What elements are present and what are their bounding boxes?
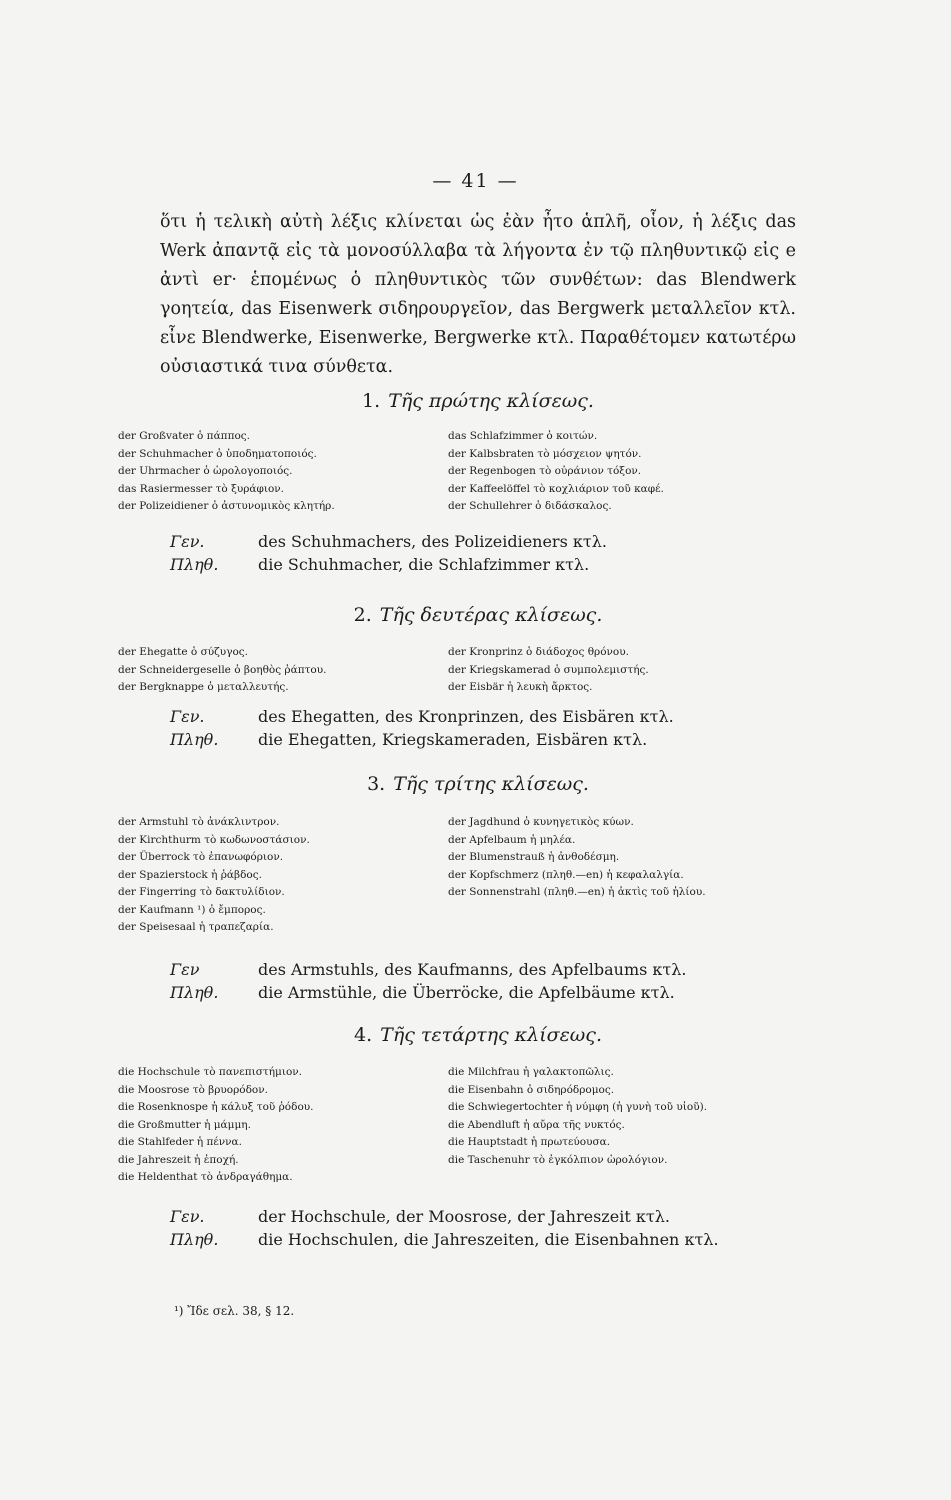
vocab-entry: der Ehegatte ὁ σύζυγος. bbox=[118, 646, 249, 658]
vocab-entry: das Rasiermesser τὸ ξυράφιον. bbox=[118, 482, 285, 495]
vocab-entry: der Uhrmacher ὁ ὡρολογοποιός. bbox=[118, 465, 293, 477]
plural-forms: die Schuhmacher, die Schlafzimmer κτλ. bbox=[258, 555, 590, 574]
vocab-entry: die Hochschule τὸ πανεπιστήμιον. bbox=[118, 1066, 303, 1078]
vocab-entry: die Eisenbahn ὁ σιδηρόδρομος. bbox=[448, 1083, 615, 1096]
vocab-entry: der Kaffeelöffel τὸ κοχλιάριον τοῦ καφέ. bbox=[448, 482, 664, 495]
plural-row bbox=[170, 553, 790, 576]
plural-forms: die Ehegatten, Kriegskameraden, Eisbären κτλ. bbox=[258, 730, 648, 749]
genitive-forms: des Schuhmachers, des Polizeidieners κτλ. bbox=[258, 532, 607, 551]
vocab-right-column bbox=[448, 1064, 778, 1187]
plural-label: Πληθ. bbox=[170, 555, 219, 574]
vocab-entry: der Kirchthurm τὸ κωδωνοστάσιον. bbox=[118, 833, 310, 846]
genitive-row bbox=[170, 530, 790, 553]
genitive-row bbox=[170, 1205, 790, 1228]
plural-row bbox=[170, 1228, 790, 1251]
section-number: 2. bbox=[353, 604, 372, 626]
vocab-right-column bbox=[448, 644, 778, 697]
vocab-entry: der Schullehrer ὁ διδάσκαλος. bbox=[448, 500, 612, 512]
section-number: 1. bbox=[362, 390, 381, 412]
plural-row bbox=[170, 728, 790, 751]
genitive-label: Γεν. bbox=[170, 707, 205, 726]
plural-forms: die Armstühle, die Überröcke, die Apfelbäume κτλ. bbox=[258, 983, 675, 1002]
vocab-entry: die Milchfrau ἡ γαλακτοπῶλις. bbox=[448, 1066, 614, 1078]
vocab-entry: der Apfelbaum ἡ μηλέα. bbox=[448, 833, 576, 846]
vocab-entry: die Heldenthat τὸ ἀνδραγάθημα. bbox=[118, 1171, 293, 1183]
plural-label: Πληθ. bbox=[170, 730, 219, 749]
section-number: 4. bbox=[354, 1024, 373, 1046]
section-4-heading bbox=[160, 1024, 796, 1046]
section-1-declension bbox=[170, 530, 790, 576]
section-2-declension bbox=[170, 705, 790, 751]
section-1-heading bbox=[160, 390, 796, 412]
section-number: 3. bbox=[367, 773, 386, 795]
section-2-heading bbox=[160, 604, 796, 626]
vocab-entry: der Eisbär ἡ λευκὴ ἄρκτος. bbox=[448, 681, 593, 693]
vocab-entry: der Schuhmacher ὁ ὑποδηματοποιός. bbox=[118, 447, 317, 460]
vocab-entry: der Jagdhund ὁ κυνηγετικὸς κύων. bbox=[448, 816, 634, 828]
vocab-entry: der Speisesaal ἡ τραπεζαρία. bbox=[118, 921, 274, 933]
vocab-entry: die Rosenknospe ἡ κάλυξ τοῦ ῥόδου. bbox=[118, 1101, 314, 1113]
genitive-forms: des Armstuhls, des Kaufmanns, des Apfelbaums κτλ. bbox=[258, 960, 687, 979]
vocab-entry: der Regenbogen τὸ οὐράνιον τόξον. bbox=[448, 465, 642, 477]
vocab-left-column bbox=[118, 428, 448, 516]
genitive-label: Γεν bbox=[170, 960, 200, 979]
vocab-entry: der Kaufmann ¹) ὁ ἔμπορος. bbox=[118, 903, 266, 916]
section-3-declension bbox=[170, 958, 790, 1004]
section-title: Τῆς δευτέρας κλίσεως. bbox=[379, 604, 603, 626]
vocab-left-column bbox=[118, 644, 448, 697]
section-title: Τῆς τετάρτης κλίσεως. bbox=[380, 1024, 602, 1046]
vocab-entry: das Schlafzimmer ὁ κοιτών. bbox=[448, 430, 598, 442]
vocab-entry: der Überrock τὸ ἐπανωφόριον. bbox=[118, 851, 284, 863]
vocab-right-column bbox=[448, 428, 778, 516]
vocab-entry: der Kopfschmerz (πληθ.—en) ἡ κεφαλαλγία. bbox=[448, 868, 684, 881]
vocab-entry: die Taschenuhr τὸ ἐγκόλπιον ὡρολόγιον. bbox=[448, 1153, 668, 1166]
genitive-forms: der Hochschule, der Moosrose, der Jahreszeit κτλ. bbox=[258, 1207, 670, 1226]
vocab-entry: die Moosrose τὸ βρυορόδον. bbox=[118, 1083, 268, 1096]
plural-label: Πληθ. bbox=[170, 983, 219, 1002]
section-3-heading bbox=[160, 773, 796, 795]
vocab-entry: der Kalbsbraten τὸ μόσχειον ψητόν. bbox=[448, 447, 642, 460]
plural-row bbox=[170, 981, 790, 1004]
plural-forms: die Hochschulen, die Jahreszeiten, die Eisenbahnen κτλ. bbox=[258, 1230, 719, 1249]
vocab-entry: der Polizeidiener ὁ ἀστυνομικὸς κλητήρ. bbox=[118, 500, 335, 512]
vocab-entry: der Großvater ὁ πάππος. bbox=[118, 430, 251, 442]
plural-label: Πληθ. bbox=[170, 1230, 219, 1249]
genitive-forms: des Ehegatten, des Kronprinzen, des Eisbären κτλ. bbox=[258, 707, 674, 726]
section-1-vocabulary bbox=[118, 428, 778, 516]
genitive-label: Γεν. bbox=[170, 1207, 205, 1226]
section-3-vocabulary bbox=[118, 814, 778, 937]
section-4-declension bbox=[170, 1205, 790, 1251]
section-title: Τῆς τρίτης κλίσεως. bbox=[393, 773, 589, 795]
vocab-entry: die Jahreszeit ἡ ἐποχή. bbox=[118, 1153, 239, 1166]
section-2-vocabulary bbox=[118, 644, 778, 697]
vocab-entry: die Stahlfeder ἡ πέννα. bbox=[118, 1136, 242, 1148]
intro-text: ὅτι ἡ τελικὴ αὐτὴ λέξις κλίνεται ὡς ἐὰν ἦτο ἁπλῆ, οἷον, ἡ λέξις das Werk ἀπαντᾷ εἰς τὰ μονοσύλλαβα τὰ λήγοντα ἐν τῷ πληθυντικῷ εἰς e ἀντὶ er· ἑπομένως ὁ πληθυντικὸς τῶν συνθέτων: das Blendwerk γοητεία, das Eisenwerk σιδηρουργεῖον, das Bergwerk μεταλλεῖον κτλ. εἶνε Blendwerke, Eisenwerke, Bergwerke κτλ. Παραθέτομεν κατωτέρω οὐσιαστικά τινα σύνθετα. bbox=[160, 212, 796, 377]
genitive-row bbox=[170, 705, 790, 728]
vocab-left-column bbox=[118, 1064, 448, 1187]
vocab-entry: der Spazierstock ἡ ῥάβδος. bbox=[118, 868, 262, 881]
vocab-entry: der Armstuhl τὸ ἀνάκλιντρον. bbox=[118, 816, 280, 828]
section-4-vocabulary bbox=[118, 1064, 778, 1187]
genitive-label: Γεν. bbox=[170, 532, 205, 551]
intro-paragraph bbox=[160, 208, 796, 382]
vocab-entry: die Großmutter ἡ μάμμη. bbox=[118, 1118, 251, 1131]
page-number: — 41 — bbox=[432, 170, 519, 192]
vocab-entry: der Kriegskamerad ὁ συμπολεμιστής. bbox=[448, 663, 649, 676]
vocab-entry: die Schwiegertochter ἡ νύμφη (ἡ γυνὴ τοῦ υἱοῦ). bbox=[448, 1101, 708, 1113]
vocab-entry: der Fingerring τὸ δακτυλίδιον. bbox=[118, 886, 285, 898]
footnote: ¹) Ἴδε σελ. 38, § 12. bbox=[174, 1304, 295, 1318]
vocab-right-column bbox=[448, 814, 778, 937]
genitive-row bbox=[170, 958, 790, 981]
vocab-left-column bbox=[118, 814, 448, 937]
vocab-entry: der Schneidergeselle ὁ βοηθὸς ῥάπτου. bbox=[118, 663, 327, 676]
vocab-entry: der Blumenstrauß ἡ ἀνθοδέσμη. bbox=[448, 851, 620, 863]
vocab-entry: die Hauptstadt ἡ πρωτεύουσα. bbox=[448, 1136, 611, 1148]
vocab-entry: die Abendluft ἡ αὔρα τῆς νυκτός. bbox=[448, 1118, 625, 1131]
vocab-entry: der Bergknappe ὁ μεταλλευτής. bbox=[118, 681, 289, 693]
vocab-entry: der Sonnenstrahl (πληθ.—en) ἡ ἀκτὶς τοῦ ἡλίου. bbox=[448, 886, 706, 898]
section-title: Τῆς πρώτης κλίσεως. bbox=[388, 390, 594, 412]
vocab-entry: der Kronprinz ὁ διάδοχος θρόνου. bbox=[448, 646, 629, 658]
